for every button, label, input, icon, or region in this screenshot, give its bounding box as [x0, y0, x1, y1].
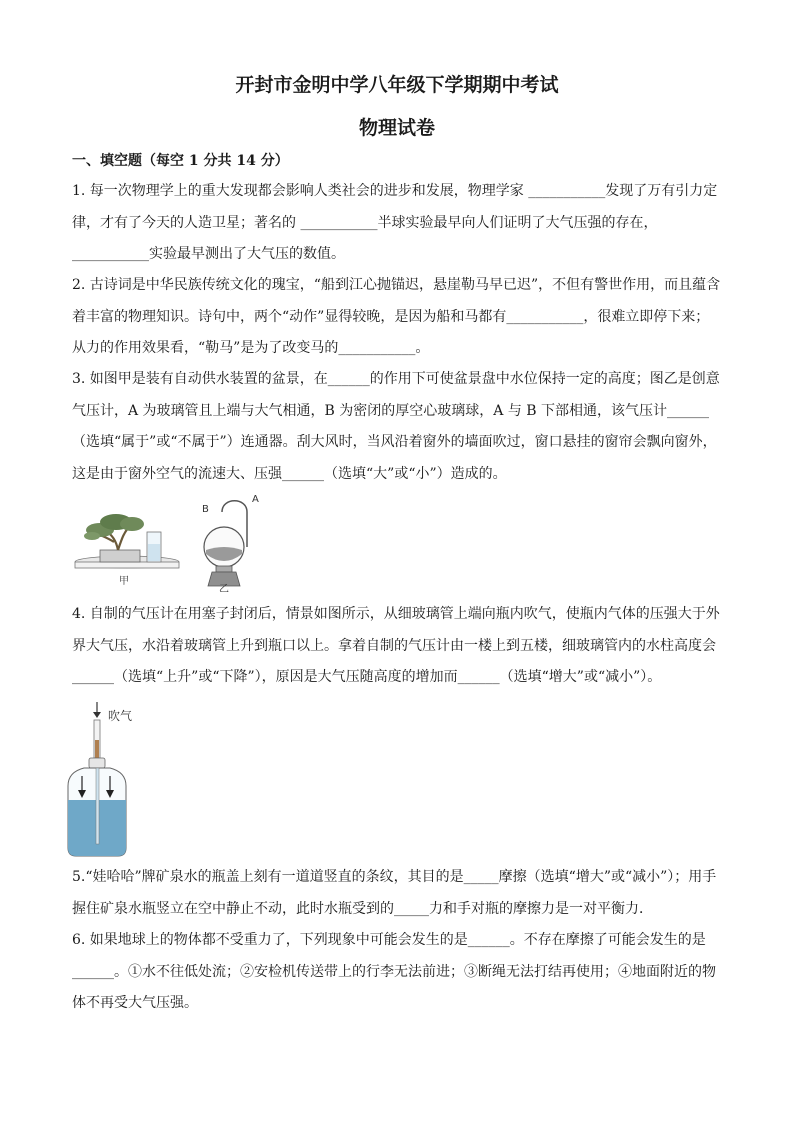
figure-q3 [72, 492, 272, 592]
exam-subtitle: 物理试卷 [358, 117, 435, 139]
exam-title: 开封市金明中学八年级下学期期中考试 [235, 74, 559, 96]
fig3-label-b: 乙 [219, 584, 229, 592]
section-heading: 一、填空题（每空 1 分共 14 分） [72, 153, 289, 169]
question-5: 5.“娃哈哈”牌矿泉水的瓶盖上刻有一道道竖直的条纹，其目的是_____摩擦（选填“增大”或“减小”）；用手握住矿泉水瓶竖立在空中静止不动，此时水瓶受到的_____力和手对瓶的摩擦力是一对平衡力． [72, 869, 717, 917]
question-4: 4. 自制的气压计在用塞子封闭后，情景如图所示，从细玻璃管上端向瓶内吹气，使瓶内气体的压强大于外界大气压，水沿着玻璃管上升到瓶口以上。拿着自制的气压计由一楼上到五楼，细玻璃管内的水柱高度会______（选填“上升”或“下降”），原因是大气压随高度的增加而______（选填“增大”或“减小”）。 [72, 606, 720, 685]
question-3: 3. 如图甲是装有自动供水装置的盆景，在______的作用下可使盆景盘中水位保持一定的高度；图乙是创意气压计，A 为玻璃管且上端与大气相通，B 为密闭的厚空心玻璃球，A 与 B 下部相通，该气压计______（选填“属于”或“不属于”）连通器。刮大风时，当风沿着窗外的墙面吹过，窗口悬挂的窗帘会飘向窗外，这是由于窗外空气的流速大、压强______（选填“大”或“小”）造成的。 [72, 371, 720, 482]
question-6: 6. 如果地球上的物体都不受重力了，下列现象中可能会发生的是______。不存在摩擦了可能会发生的是______。①水不往低处流；②安检机传送带上的行李无法前进；③断绳无法打结再使用；④地面附近的物体不再受大气压强。 [72, 932, 716, 1011]
barometer-figure [202, 494, 259, 592]
bonsai-figure [75, 514, 179, 587]
fig3-point-b: B [202, 504, 209, 515]
question-2: 2. 古诗词是中华民族传统文化的瑰宝，“船到江心抛锚迟，悬崖勒马早已迟”，不但有警世作用，而且蕴含着丰富的物理知识。诗句中，两个“动作”显得较晚，是因为船和马都有___________，很难立即停下来；从力的作用效果看，“勒马”是为了改变马的___________。 [72, 277, 721, 356]
fig3-label-a: 甲 [119, 576, 129, 587]
fig3-point-a: A [252, 494, 259, 505]
question-1: 1. 每一次物理学上的重大发现都会影响人类社会的进步和发展，物理学家 ___________发现了万有引力定律，才有了今天的人造卫星；著名的 ___________半球实验最早向人们证明了大气压强的存在，___________实验最早测出了大气压的数值。 [72, 183, 718, 262]
fig4-label: 吹气 [108, 709, 133, 723]
figure-q4 [66, 700, 176, 858]
